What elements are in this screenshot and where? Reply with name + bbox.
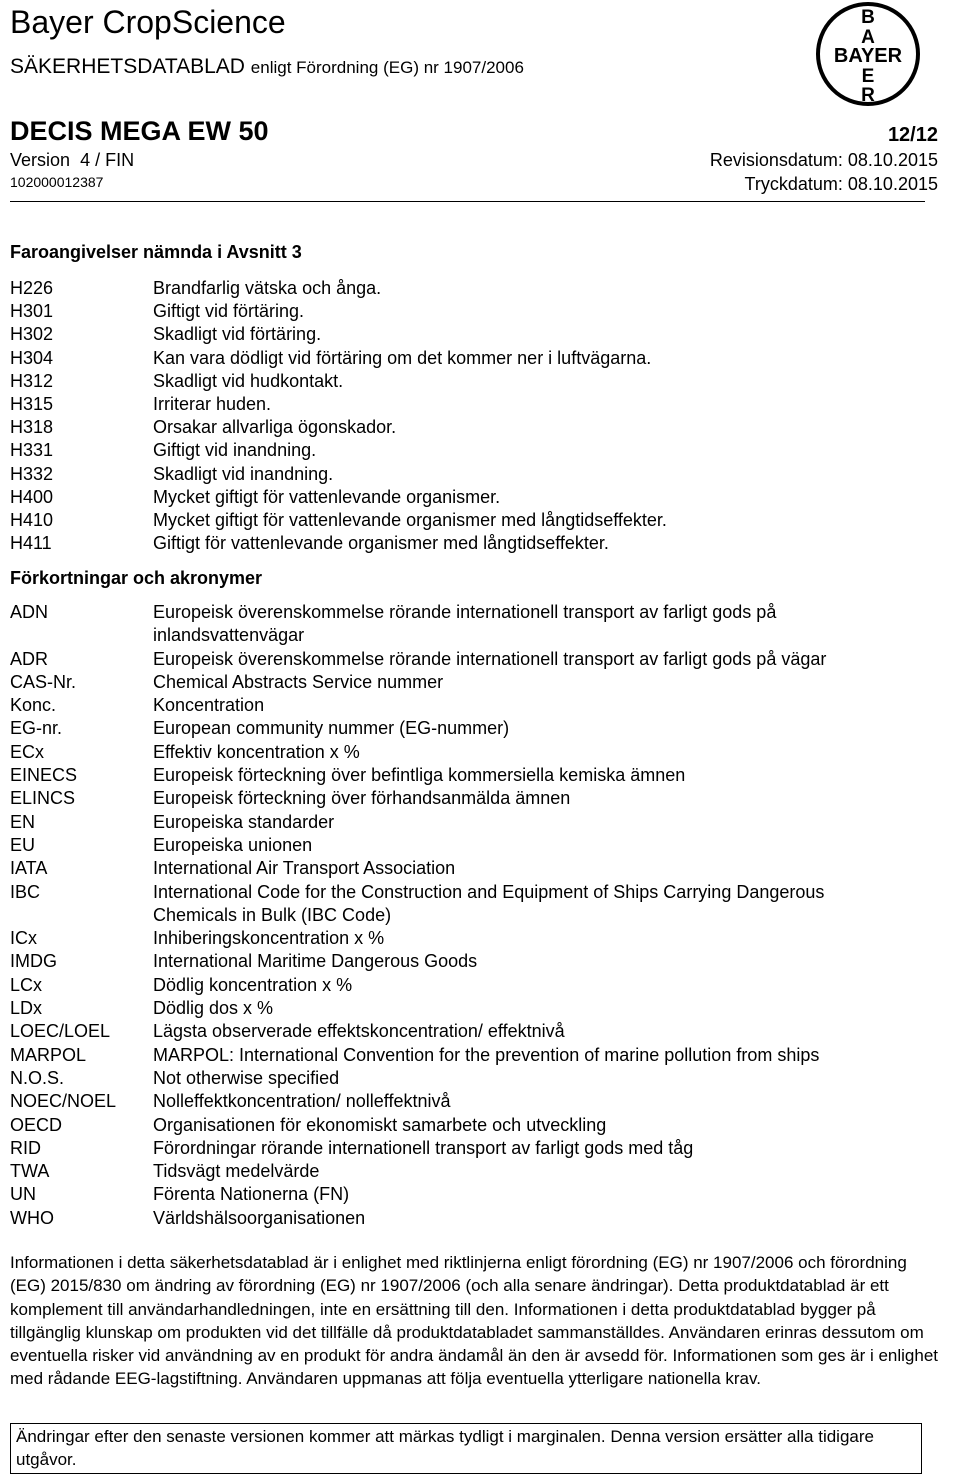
change-note-box: Ändringar efter den senaste versionen kommer att märkas tydligt i marginalen. Denna version ersätter alla tidigare utgåvor. [10, 1423, 922, 1474]
abbreviation-code: EN [10, 811, 36, 832]
hazard-row [10, 300, 667, 323]
hazard-row [10, 393, 667, 416]
abbreviation-text: MARPOL: International Convention for the prevention of marine pollution from ships [153, 1044, 820, 1065]
abbreviation-row [10, 950, 913, 973]
abbreviation-code: ADN [10, 602, 49, 622]
abbreviation-text: Tidsvägt medelvärde [153, 1161, 320, 1182]
abbreviation-row [10, 764, 913, 787]
abbreviation-code: WHO [10, 1207, 54, 1228]
hazard-text: Mycket giftigt för vattenlevande organismer. [153, 486, 501, 507]
abbreviation-row [10, 811, 913, 834]
abbreviation-text: Världshälsoorganisationen [153, 1207, 366, 1228]
document-type [10, 55, 524, 79]
hazard-text: Irriterar huden. [153, 393, 272, 414]
abbreviation-text: International Air Transport Association [153, 858, 456, 879]
hazard-row [10, 532, 667, 555]
abbreviation-code: IATA [10, 858, 48, 879]
hazard-code: H301 [10, 301, 54, 322]
abbreviation-code: MARPOL [10, 1044, 87, 1065]
hazard-text: Giftigt vid förtäring. [153, 301, 305, 322]
hazard-text: Mycket giftigt för vattenlevande organismer med långtidseffekter. [153, 509, 667, 530]
hazard-text: Skadligt vid hudkontakt. [153, 370, 344, 391]
abbreviation-text: Europeisk förteckning över förhandsanmälda ämnen [153, 788, 571, 809]
abbreviation-code: CAS-Nr. [10, 671, 77, 692]
abbreviation-text: International Code for the Construction and Equipment of Ships Carrying Dangerous Chemicals in Bulk (IBC Code) [153, 881, 825, 925]
hazard-code: H315 [10, 393, 54, 414]
abbreviation-row [10, 927, 913, 950]
abbreviation-code: LCx [10, 974, 43, 995]
hazard-code: H304 [10, 347, 54, 368]
abbreviation-row [10, 671, 913, 694]
abbreviation-code: LDx [10, 998, 43, 1019]
abbreviation-row [10, 857, 913, 880]
abbreviation-row [10, 741, 913, 764]
abbreviation-row [10, 997, 913, 1020]
revision-date: Revisionsdatum: 08.10.2015 [709, 150, 938, 170]
abbreviation-text: International Maritime Dangerous Goods [153, 951, 478, 972]
logo-word-bayer: BAYER [833, 45, 903, 67]
abbreviation-list [10, 601, 913, 1230]
abbreviation-row [10, 1114, 913, 1137]
hazard-text: Orsakar allvarliga ögonskador. [153, 417, 397, 438]
version-separator: / [95, 150, 101, 170]
hazard-code: H318 [10, 417, 54, 438]
abbreviation-text: Europeiska unionen [153, 834, 313, 855]
abbreviation-text: Europeisk överenskommelse rörande internationell transport av farligt gods på inlandsvattenvägar [153, 602, 777, 646]
logo-letter-a-top: A [861, 27, 875, 48]
abbreviation-code: UN [10, 1184, 36, 1205]
hazard-row [10, 463, 667, 486]
abbreviation-code: ADR [10, 648, 49, 669]
abbreviation-code: EG-nr. [10, 718, 63, 739]
page-number: 12/12 [887, 124, 938, 146]
abbreviation-row [10, 601, 913, 648]
abbreviation-code: IMDG [10, 951, 57, 972]
hazard-row [10, 416, 667, 439]
abbreviation-row [10, 1183, 913, 1206]
abbreviation-row [10, 1090, 913, 1113]
abbreviation-text: Nolleffektkoncentration/ nolleffektnivå [153, 1091, 451, 1112]
product-name: DECIS MEGA EW 50 [10, 116, 269, 146]
hazard-code: H411 [10, 533, 52, 554]
info-paragraph: Informationen i detta säkerhetsdatablad är i enlighet med riktlinjerna enligt förordning (EG) nr 1907/2006 och förordning (EG) 2015/830 om ändring av förordning (EG) nr 1907/2006 (och alla senare ändringar). Detta produktdatablad är ett komplement till användarhandledningen, inte en ersättning till den. Informationen i detta produktdatablad bygger på tillgänglig klunskap om produkten vid det tillfälle då produktdatabladet sammanställdes. Användaren erinras dessutom om eventuella risker vid användning av en produkt för andra ändamål än den är avsedd för. Informationen som ges är i enlighet med rådande EEG-lagstiftning. Användaren uppmanas att följa eventuella ytterligare nationella krav. [10, 1253, 939, 1389]
document-code: 102000012387 [10, 174, 104, 190]
abbreviation-row [10, 1137, 913, 1160]
abbreviation-row [10, 694, 913, 717]
abbreviation-row [10, 881, 913, 928]
abbreviation-text: Koncentration [153, 695, 265, 716]
abbreviation-text: Organisationen för ekonomiskt samarbete och utveckling [153, 1114, 607, 1135]
abbreviation-text: Dödlig koncentration x % [153, 974, 353, 995]
abbreviation-row [10, 648, 913, 671]
abbreviation-row [10, 787, 913, 810]
bayer-cross-logo [815, 1, 921, 107]
abbreviation-text: Lägsta observerade effektskoncentration/ effektnivå [153, 1021, 565, 1042]
abbreviation-row [10, 1207, 913, 1230]
logo-letter-r-bottom: R [861, 85, 875, 106]
hazard-text: Skadligt vid inandning. [153, 463, 334, 484]
abbreviation-code: EU [10, 834, 36, 855]
abbreviation-text: Chemical Abstracts Service nummer [153, 671, 444, 692]
abbreviation-text: Förordningar rörande internationell transport av farligt gods med tåg [153, 1137, 694, 1158]
abbreviation-code: RID [10, 1137, 41, 1158]
header-divider [10, 201, 925, 202]
hazard-code: H302 [10, 324, 54, 345]
abbreviation-text: Förenta Nationerna (FN) [153, 1184, 350, 1205]
hazard-text: Giftigt för vattenlevande organismer med långtidseffekter. [153, 533, 609, 554]
hazards-heading: Faroangivelser nämnda i Avsnitt 3 [10, 242, 302, 262]
abbreviation-code: ECx [10, 741, 45, 762]
abbreviation-row [10, 1044, 913, 1067]
abbreviation-row [10, 834, 913, 857]
document-regulation: enligt Förordning (EG) nr 1907/2006 [250, 58, 524, 77]
abbreviation-text: Inhiberingskoncentration x % [153, 928, 385, 949]
version-info [10, 150, 134, 171]
abbreviation-code: Konc. [10, 695, 57, 716]
abbreviation-code: ELINCS [10, 788, 76, 809]
abbreviation-row [10, 1067, 913, 1090]
version-number: 4 [80, 150, 91, 170]
abbreviation-code: EINECS [10, 765, 78, 786]
abbreviation-text: Europeisk förteckning över befintliga kommersiella kemiska ämnen [153, 765, 686, 786]
hazard-list [10, 277, 667, 555]
abbreviation-code: TWA [10, 1161, 50, 1182]
abbreviation-row [10, 974, 913, 997]
hazard-row [10, 486, 667, 509]
hazard-row [10, 509, 667, 532]
abbreviation-row [10, 1020, 913, 1043]
hazard-row [10, 277, 667, 300]
abbreviation-text: Effektiv koncentration x % [153, 741, 360, 762]
hazard-code: H312 [10, 370, 54, 391]
hazard-code: H410 [10, 509, 54, 530]
abbreviation-text: Europeisk överenskommelse rörande internationell transport av farligt gods på vägar [153, 648, 827, 669]
abbreviation-code: OECD [10, 1114, 63, 1135]
hazard-text: Brandfarlig vätska och ånga. [153, 278, 382, 298]
hazard-code: H331 [10, 440, 54, 461]
document-title: SÄKERHETSDATABLAD [10, 55, 245, 78]
hazard-code: H400 [10, 486, 54, 507]
hazard-text: Kan vara dödligt vid förtäring om det kommer ner i luftvägarna. [153, 347, 652, 368]
version-lang: FIN [105, 150, 135, 170]
version-label: Version [10, 150, 71, 170]
hazard-row [10, 439, 667, 462]
abbreviation-text: European community nummer (EG-nummer) [153, 718, 510, 739]
abbreviation-text: Dödlig dos x % [153, 998, 274, 1019]
hazard-row [10, 347, 667, 370]
logo-letter-b-top: B [861, 7, 875, 28]
abbreviation-text: Europeiska standarder [153, 811, 335, 832]
abbreviation-row [10, 1160, 913, 1183]
abbreviation-code: NOEC/NOEL [10, 1091, 117, 1112]
abbreviation-code: LOEC/LOEL [10, 1021, 111, 1042]
hazard-text: Giftigt vid inandning. [153, 440, 317, 461]
hazard-row [10, 370, 667, 393]
hazard-code: H332 [10, 463, 54, 484]
print-date: Tryckdatum: 08.10.2015 [744, 174, 938, 194]
abbreviation-code: IBC [10, 881, 41, 902]
logo-letter-e-bottom: E [861, 66, 875, 87]
abbreviation-row [10, 717, 913, 740]
hazard-text: Skadligt vid förtäring. [153, 324, 322, 345]
abbreviation-code: ICx [10, 928, 37, 949]
hazard-row [10, 323, 667, 346]
abbreviation-text: Not otherwise specified [153, 1067, 340, 1088]
abbreviations-heading: Förkortningar och akronymer [10, 568, 263, 588]
hazard-code: H226 [10, 278, 54, 298]
abbreviation-code: N.O.S. [10, 1067, 65, 1088]
company-name: Bayer CropScience [10, 4, 286, 40]
